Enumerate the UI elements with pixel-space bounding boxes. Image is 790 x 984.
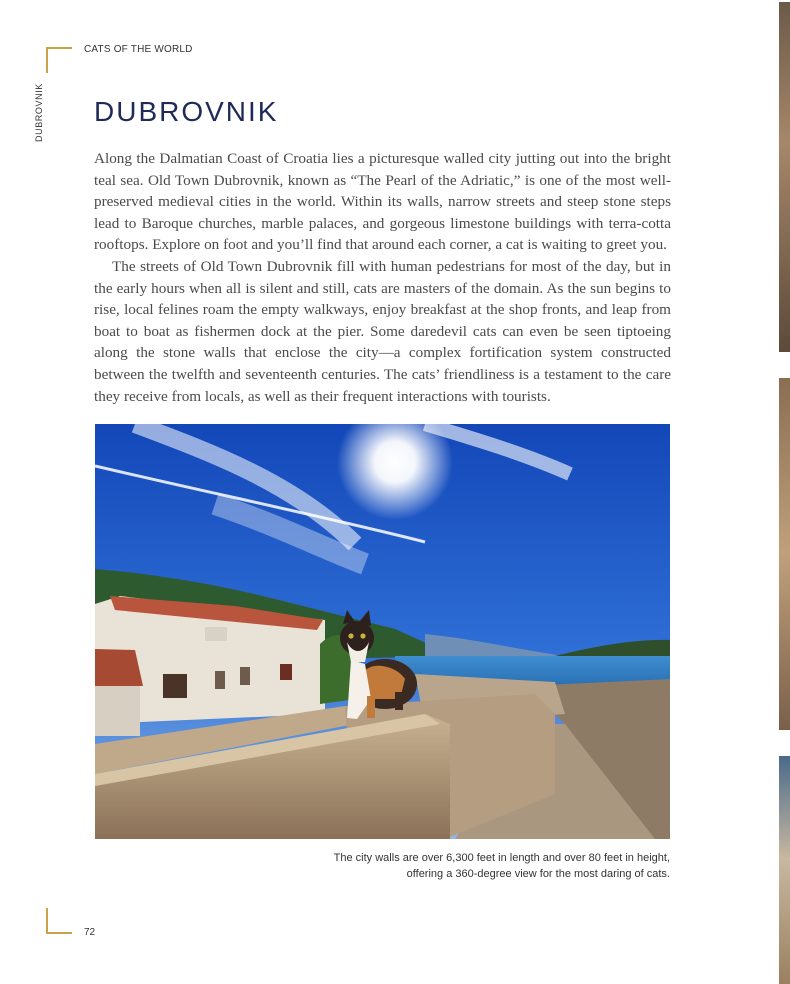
- adjacent-page-photo-strip-2: [779, 378, 790, 730]
- paragraph-1: Along the Dalmatian Coast of Croatia lies a picturesque walled city jutting out into the bright teal sea. Old Town Dubrovnik, known as “The Pearl of the Adriatic,” is one of the most well-preserved medieval cities in the world. Within its walls, narrow streets and steep stone steps lead to Baroque churches, marble palaces, and gorgeous limestone buildings with terra-cotta rooftops. Explore on foot and you’ll find that around each corner, a cat is waiting to greet you.: [94, 150, 671, 254]
- page-title: DUBROVNIK: [94, 96, 279, 127]
- side-tab-label: DUBROVNIK: [34, 83, 44, 142]
- corner-mark-top: [46, 47, 72, 73]
- page-number: 72: [84, 927, 96, 938]
- body-text: [94, 148, 671, 407]
- corner-mark-bottom: [46, 908, 72, 934]
- photo-cat-on-city-wall: [95, 424, 670, 839]
- running-head: CATS OF THE WORLD: [84, 44, 193, 55]
- adjacent-page-photo-strip-3: [779, 756, 790, 984]
- photo-caption: [200, 850, 670, 882]
- adjacent-page-photo-strip-1: [779, 2, 790, 352]
- caption-line-1: The city walls are over 6,300 feet in length and over 80 feet in height,: [333, 852, 670, 864]
- caption-line-2: offering a 360-degree view for the most daring of cats.: [406, 868, 670, 880]
- paragraph-2: The streets of Old Town Dubrovnik fill with human pedestrians for most of the day, but in the early hours when all is silent and still, cats are masters of the domain. As the sun begins to rise, local felines roam the empty walkways, enjoy breakfast at the shop fronts, and leap from boat to boat as fishermen dock at the pier. Some daredevil cats can even be seen tiptoeing along the stone walls that enclose the city—a complex fortification system constructed between the twelfth and seventeenth centuries. The cats’ friendliness is a testament to the care they receive from locals, as well as their frequent interactions with tourists.: [94, 257, 671, 405]
